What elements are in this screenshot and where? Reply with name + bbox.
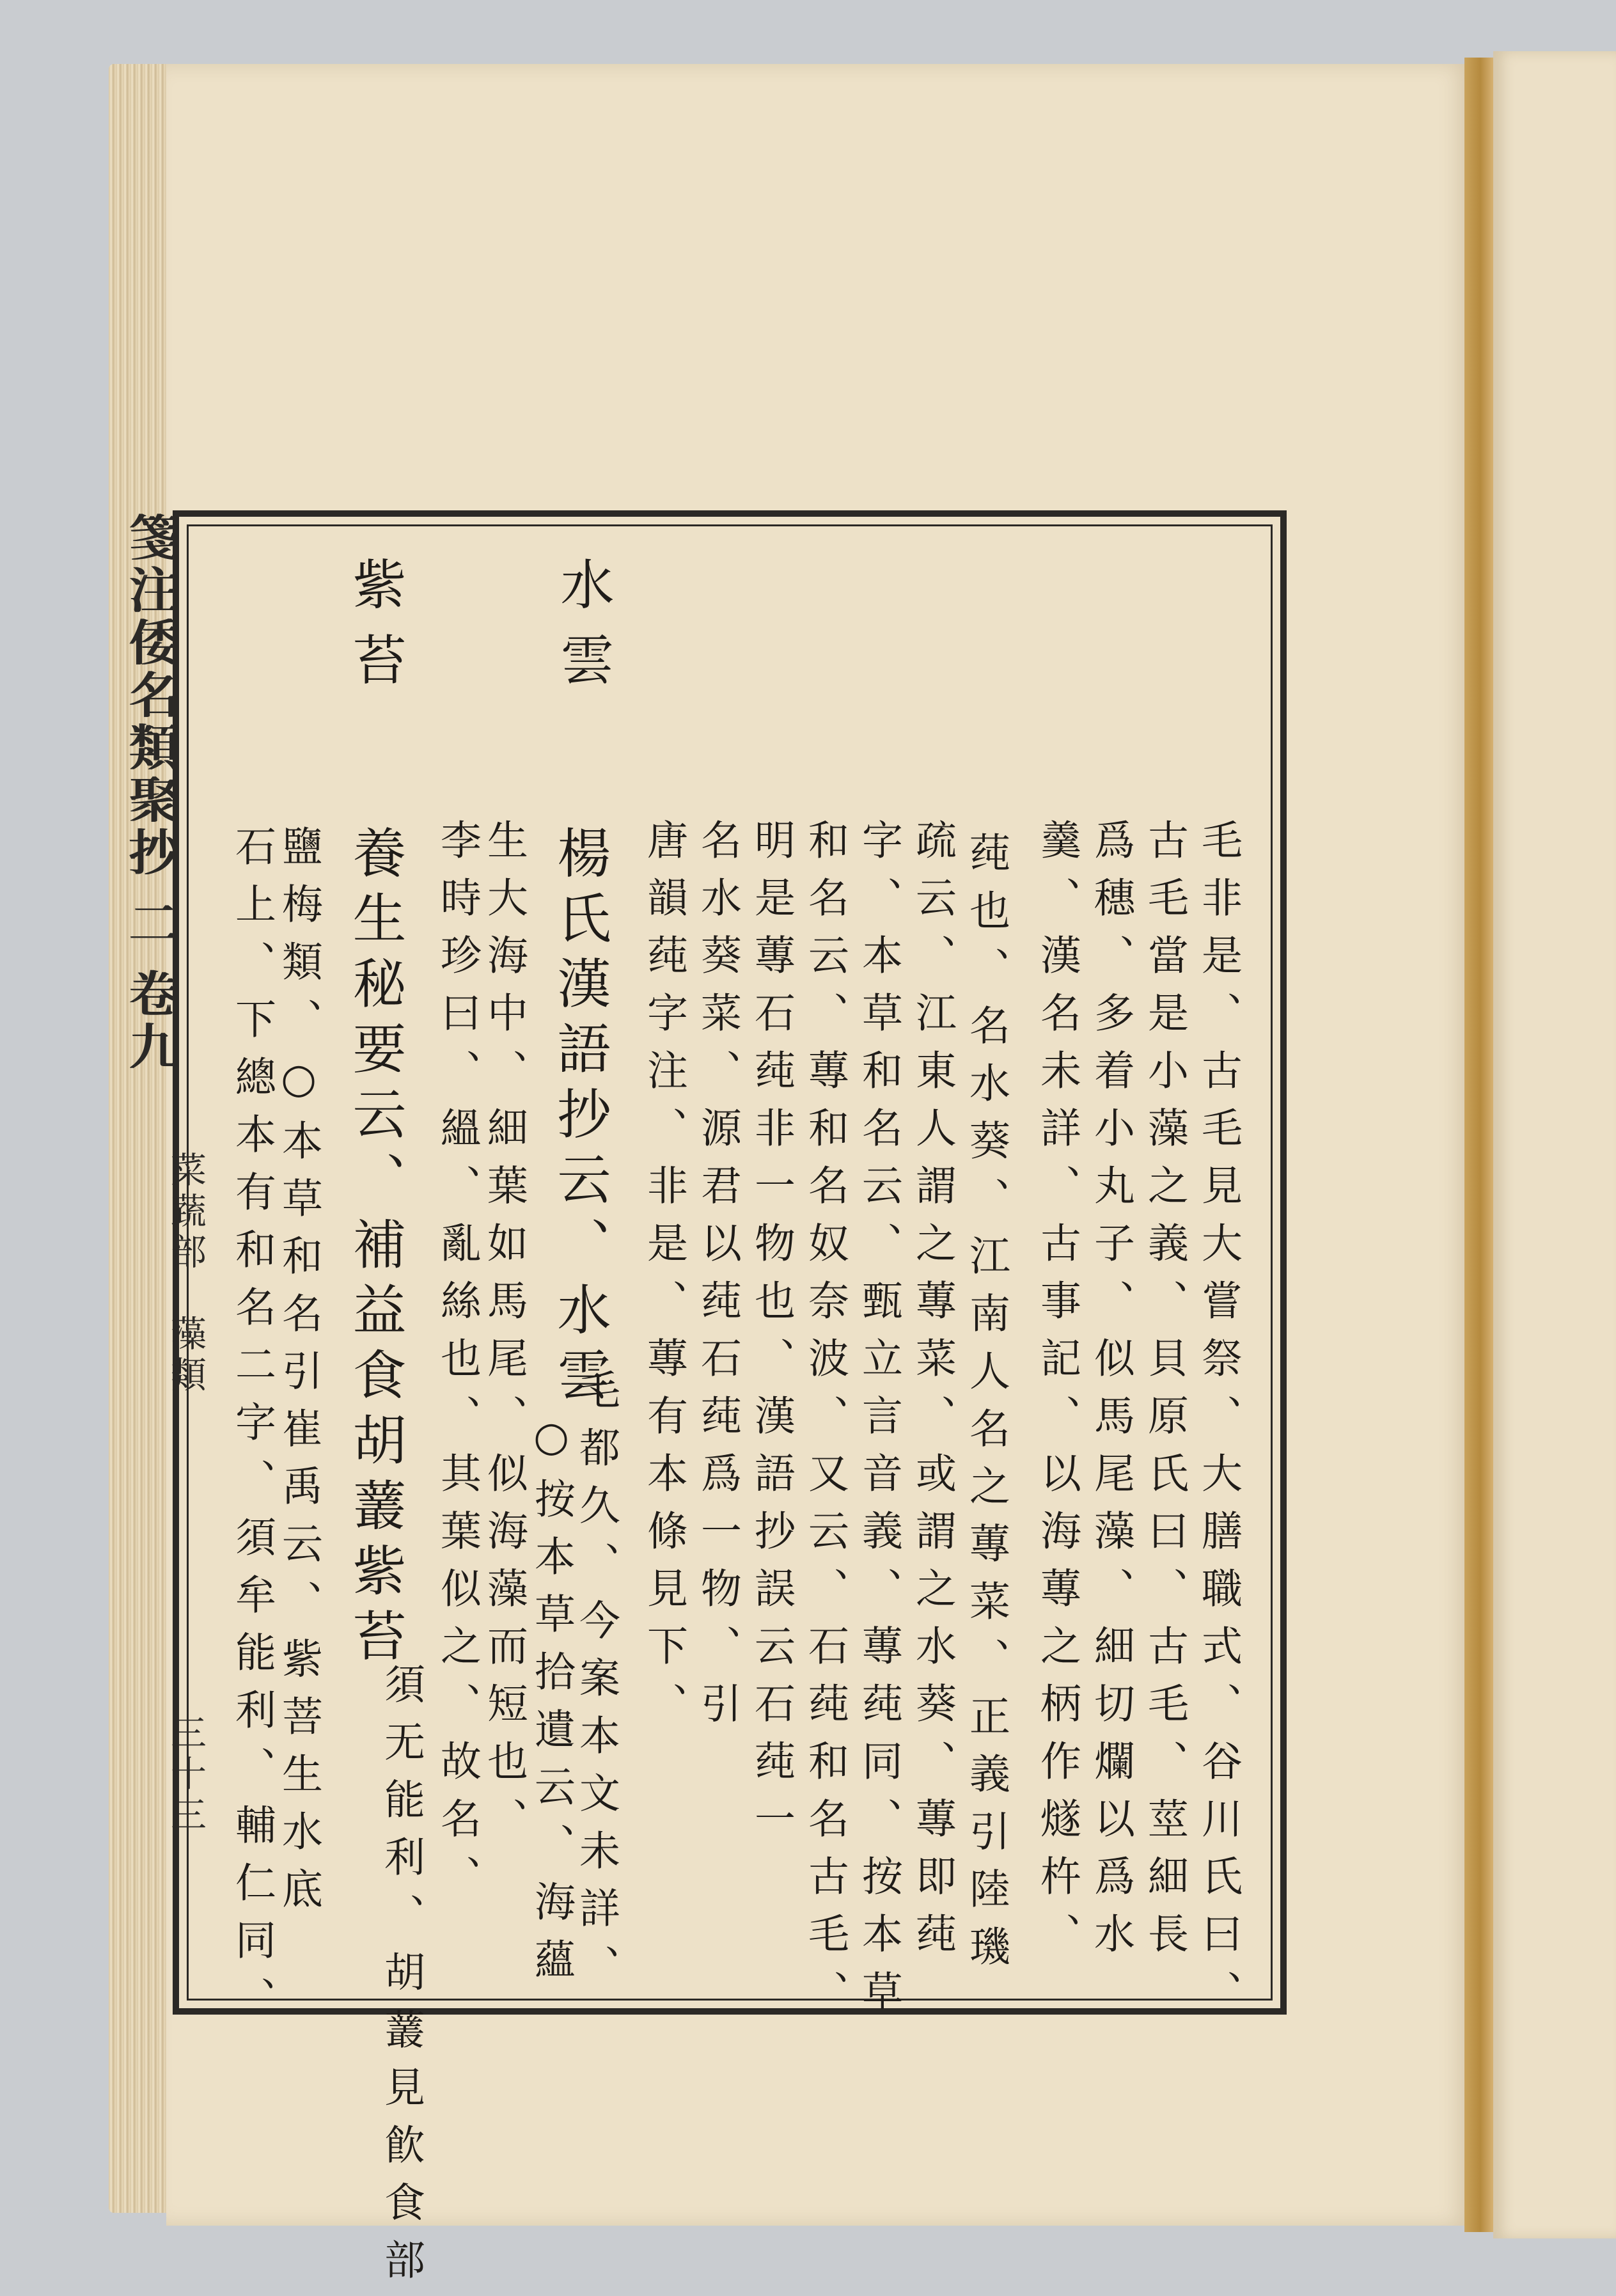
book-gutter: [1464, 58, 1493, 2232]
entry-reading: 毛都久、今案本文未詳、: [572, 1369, 620, 2002]
commentary-column: 莼也、名水葵、江南人名之蓴菜、正義引陸璣: [962, 831, 1010, 1983]
entry-note: 生大海中、細葉如馬尾、似海藻而短也、: [480, 819, 528, 1855]
entry-note: 鹽梅類、○本草和名引崔禹云、紫菩生水底: [275, 825, 322, 1925]
commentary-column: 古毛當是小藻之義、貝原氏曰、古毛、莖細長: [1141, 819, 1188, 1970]
page-number: 三十三: [165, 1714, 207, 1837]
entry-note: ○按本草拾遺云、海蘊: [528, 1413, 575, 1995]
facing-page: [1493, 51, 1616, 2238]
entry-source: 養生秘要云、補益食胡䕺紫苔: [344, 825, 407, 1673]
entry-reading: 須无能利、胡䕺見飮食部: [377, 1663, 425, 2296]
commentary-column: 疏云、江東人謂之蓴菜、或謂之水葵、蓴即莼: [909, 819, 956, 1970]
commentary-column: 明是蓴石莼非一物也、漢語抄誤云石莼一: [748, 819, 795, 1855]
entry-note: 李時珍曰、縕、亂絲也、其葉似之、故名、: [434, 819, 481, 1912]
entry-note: 石上、下總本有和名二字、須牟能利、輔仁同、: [228, 825, 276, 2034]
commentary-column: 名水葵菜、源君以莼石莼爲一物、引: [694, 819, 741, 1740]
commentary-column: 羹、漢名未詳、古事記、以海蓴之柄作燧杵、: [1033, 819, 1081, 1970]
commentary-column: 毛非是、古毛見大嘗祭、大膳職式、谷川氏曰、: [1195, 819, 1242, 2027]
running-title: 箋注倭名類聚抄 二 卷九: [121, 512, 178, 1073]
entry-source: 楊氏漢語抄云、水雲: [549, 825, 611, 1412]
entry-heading: 水雲: [552, 556, 615, 707]
entry-heading: 紫苔: [344, 556, 407, 707]
section-label: 菜蔬部 藻類: [165, 1151, 207, 1397]
commentary-column: 唐韻莼字注、非是、蓴有本條見下、: [640, 819, 687, 1740]
commentary-column: 爲穗、多着小丸子、似馬尾藻、細切爛以爲水: [1087, 819, 1134, 1970]
commentary-column: 和名云、蓴和名奴奈波、又云、石莼和名古毛、: [801, 819, 849, 2027]
commentary-column: 字、本草和名云、甄立言音義、蓴莼同、按本草: [855, 819, 902, 2027]
